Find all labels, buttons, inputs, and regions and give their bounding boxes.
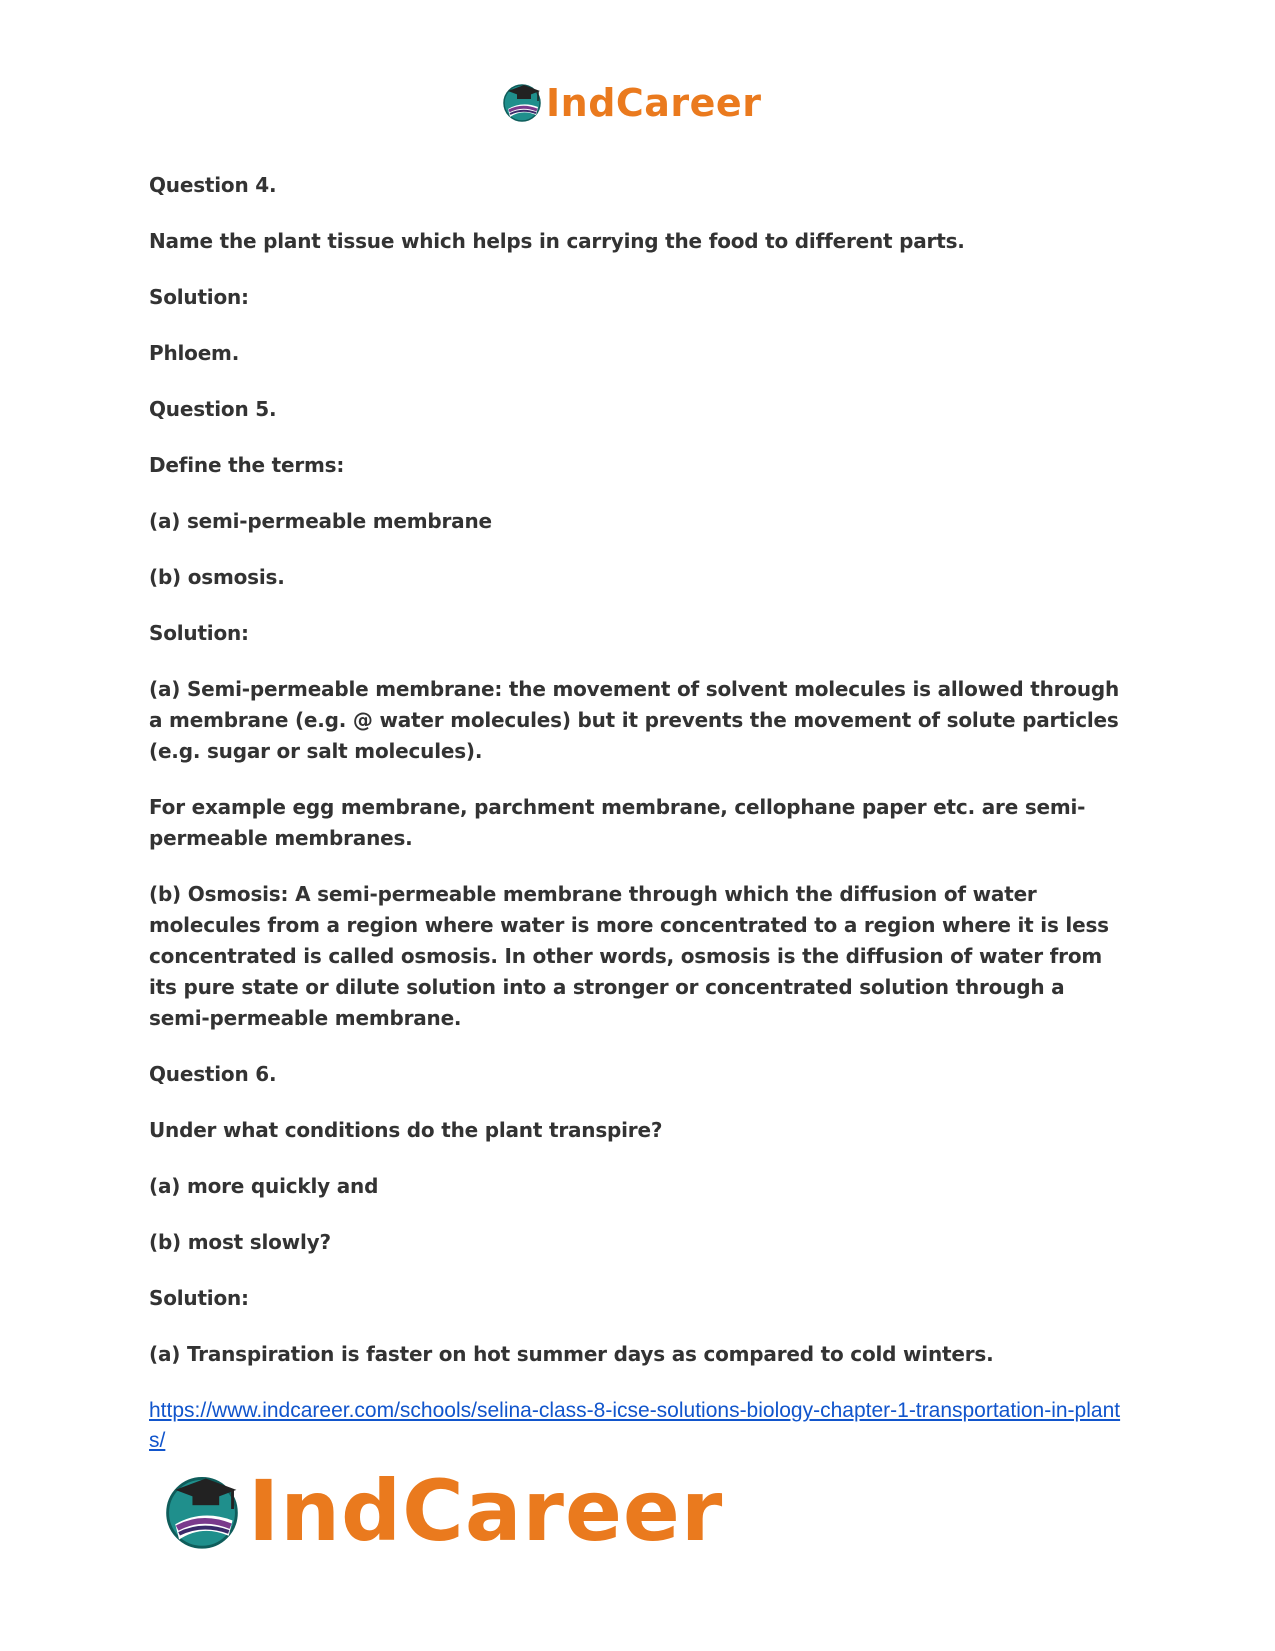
- question-6-text: Under what conditions do the plant transpire?: [149, 1118, 663, 1142]
- footer-logo-text: IndCareer: [248, 1462, 724, 1560]
- question-5-answer-a: (a) Semi-permeable membrane: the movement of solvent molecules is allowed through a membrane (e.g. @ water molecules) but it prevents the movement of solute particles (e.g. sugar or salt molecules).: [149, 677, 1120, 763]
- question-6-part-a: (a) more quickly and: [149, 1174, 379, 1198]
- document-body: [149, 170, 1129, 1395]
- question-5-answer-b: (b) Osmosis: A semi-permeable membrane through which the diffusion of water molecules from a region where water is more concentrated to a region where it is less concentrated is called osmosis. In other words, osmosis is the diffusion of water from its pure state or dilute solution into a stronger or concentrated solution through a semi-permeable membrane.: [149, 882, 1109, 1030]
- globe-book-icon: [160, 1467, 244, 1556]
- solution-label: Solution:: [149, 285, 249, 309]
- source-link[interactable]: https://www.indcareer.com/schools/selina-class-8-icse-solutions-biology-chapter-1-transportation-in-plants/: [149, 1399, 1121, 1452]
- solution-label: Solution:: [149, 1286, 249, 1310]
- question-6-part-b: (b) most slowly?: [149, 1230, 331, 1254]
- question-4-text: Name the plant tissue which helps in carrying the food to different parts.: [149, 229, 965, 253]
- footer-logo: [160, 1462, 724, 1560]
- question-4-answer: Phloem.: [149, 341, 240, 365]
- question-5-part-b: (b) osmosis.: [149, 565, 285, 589]
- header-logo: [500, 80, 761, 126]
- question-5-example: For example egg membrane, parchment membrane, cellophane paper etc. are semi-permeable membranes.: [149, 795, 1086, 850]
- globe-book-icon: [500, 79, 544, 128]
- solution-label: Solution:: [149, 621, 249, 645]
- question-5-part-a: (a) semi-permeable membrane: [149, 509, 492, 533]
- question-5-heading: Question 5.: [149, 397, 277, 421]
- question-4-heading: Question 4.: [149, 173, 277, 197]
- question-6-answer-a: (a) Transpiration is faster on hot summer days as compared to cold winters.: [149, 1342, 994, 1366]
- question-5-text: Define the terms:: [149, 453, 345, 477]
- header-logo-text: IndCareer: [546, 81, 762, 125]
- source-link-block: [149, 1396, 1129, 1456]
- question-6-heading: Question 6.: [149, 1062, 277, 1086]
